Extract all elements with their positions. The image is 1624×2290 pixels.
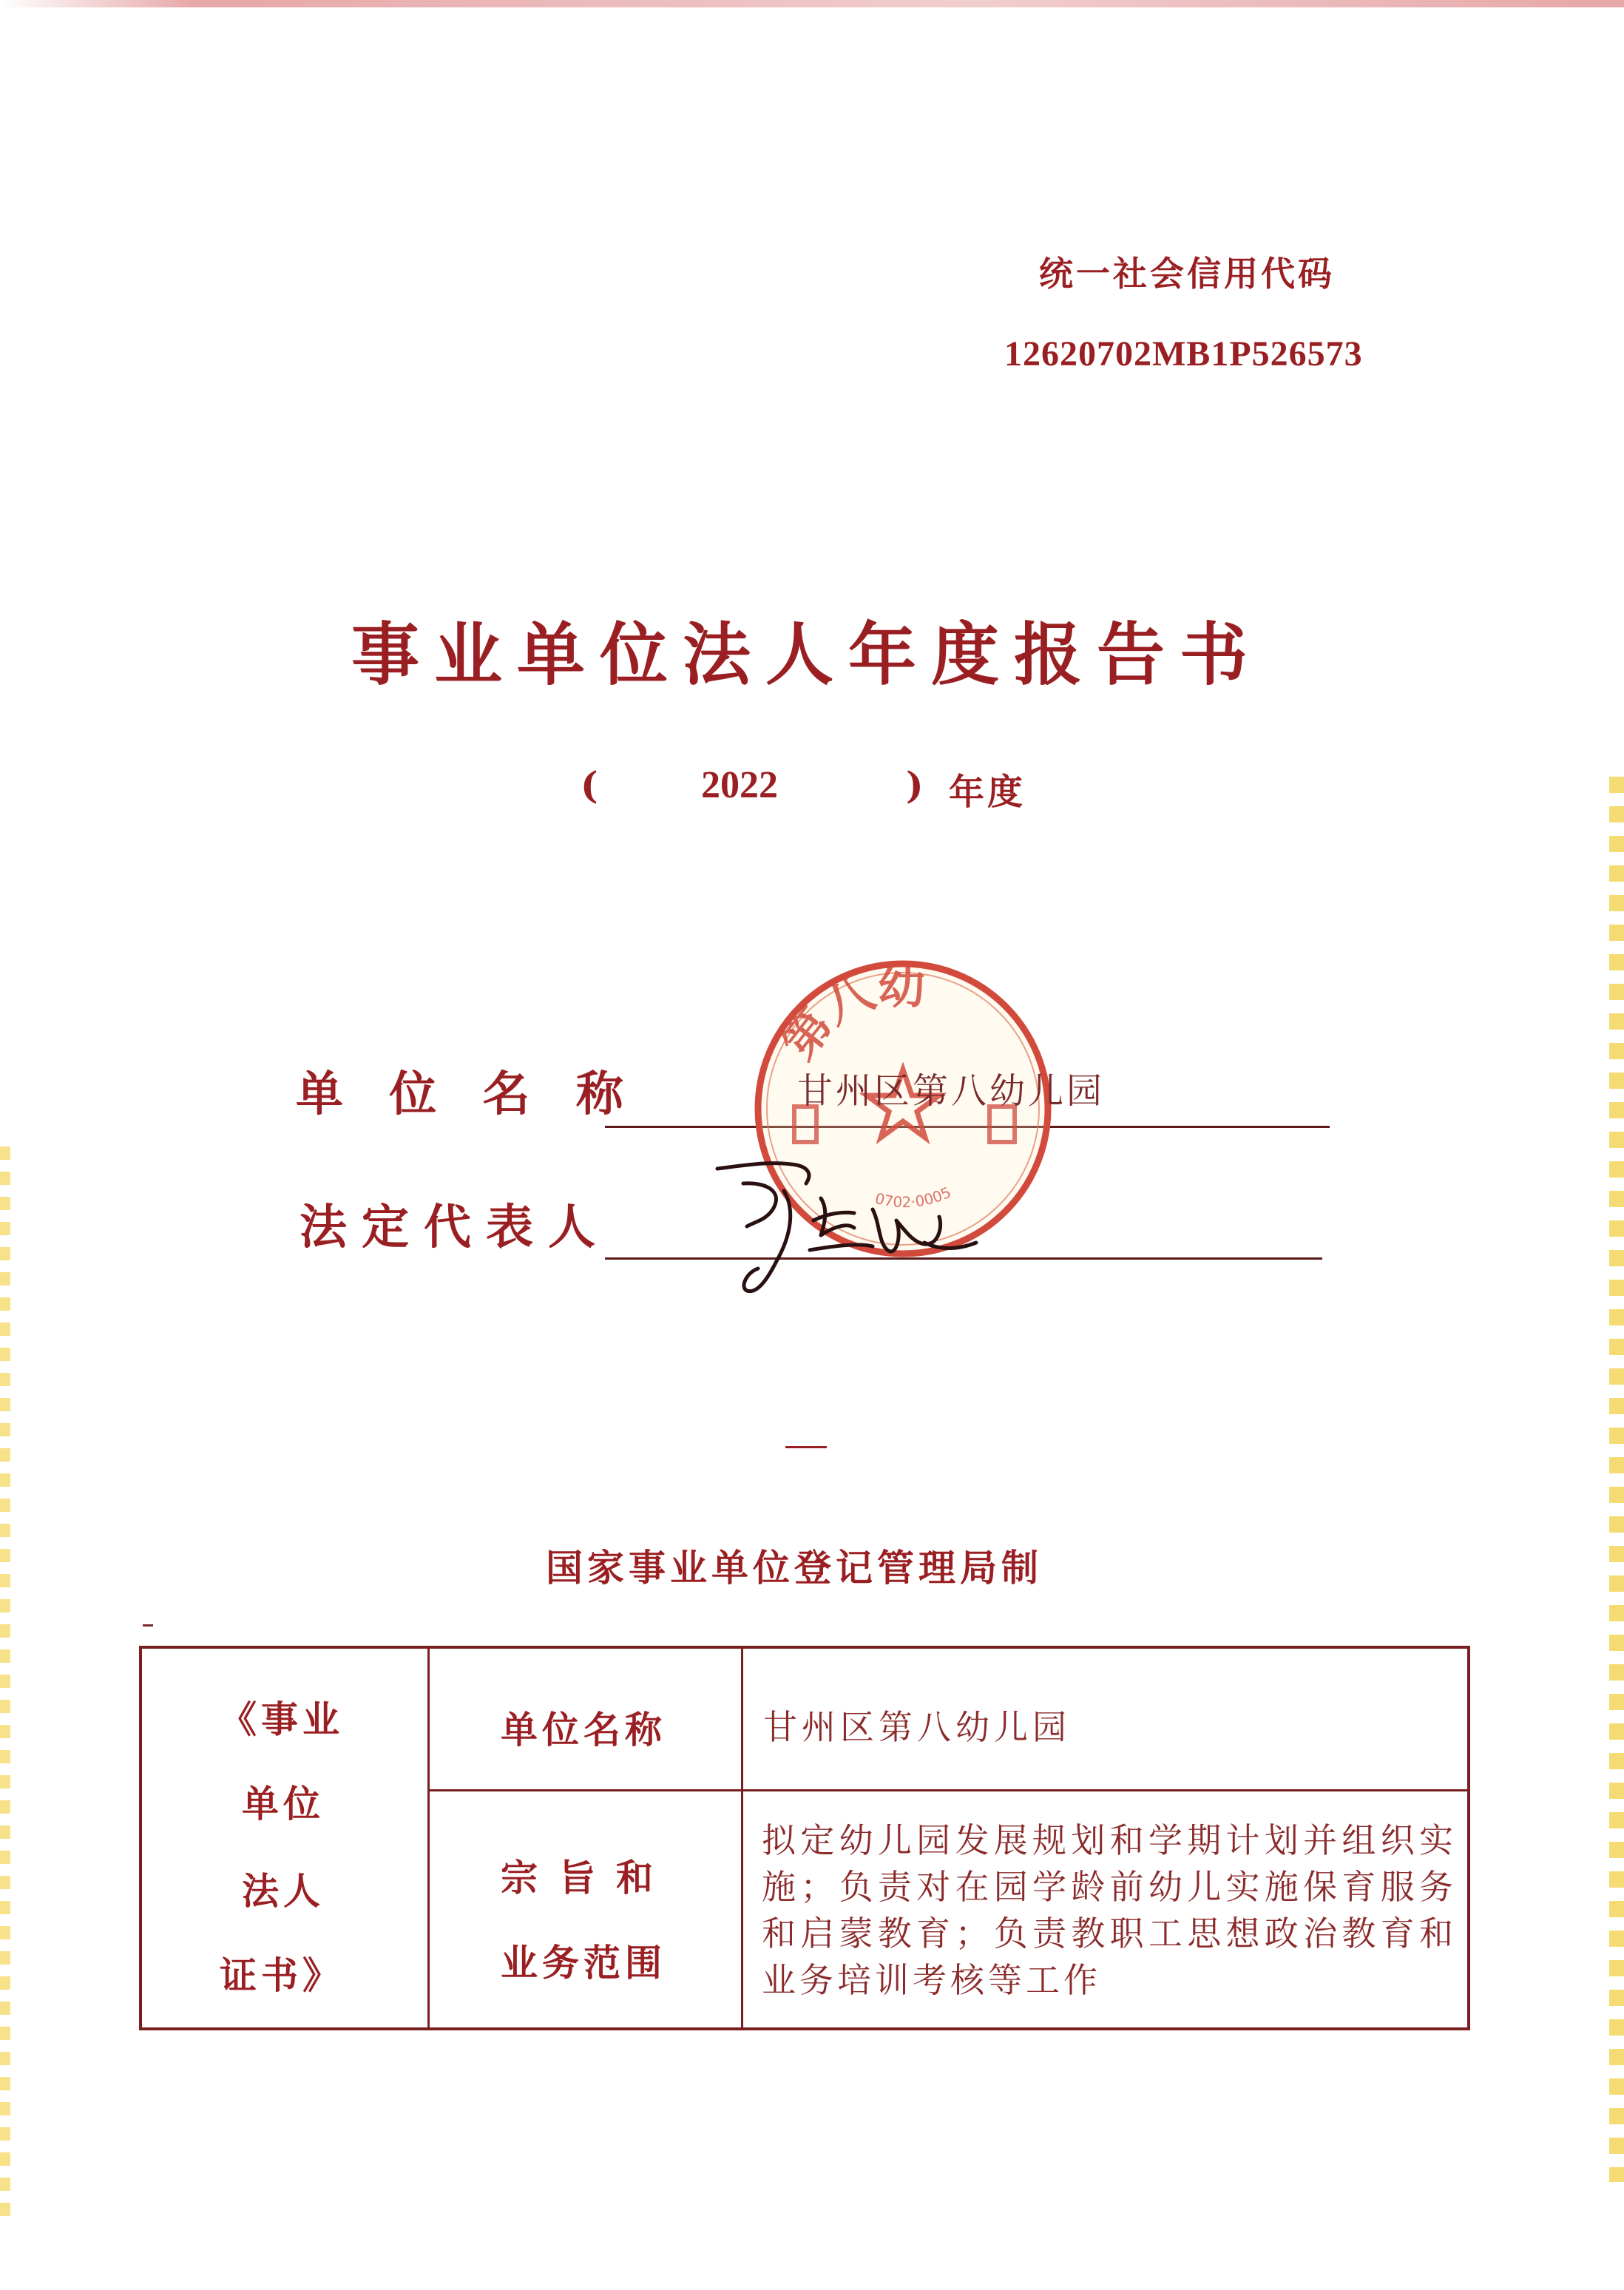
table-scope-label-line2: 业务范围 xyxy=(501,1941,666,1985)
scan-edge-right xyxy=(1609,777,1624,2182)
certificate-side-title xyxy=(142,1649,427,2027)
issuer-line: 国家事业单位登记管理局制 xyxy=(546,1546,1043,1590)
side-title-line: 证书》 xyxy=(220,1953,344,1997)
divider-dash xyxy=(785,1446,827,1448)
legal-rep-signature xyxy=(703,1139,998,1324)
table-scope-label-line1: 宗旨和 xyxy=(501,1856,674,1899)
scan-mark xyxy=(143,1624,153,1627)
legal-rep-label: 法定代表人 xyxy=(300,1200,610,1255)
table-scope-value: 拟定幼儿园发展规划和学期计划并组织实施；负责对在园学龄前幼儿实施保育服务和启蒙教育；负责教职工思想政治教育和业务培训考核等工作 xyxy=(762,1820,1457,2000)
side-title-line: 单位 xyxy=(242,1782,325,1825)
credit-code-value: 12620702MB1P526573 xyxy=(1004,334,1363,374)
side-title-line: 《事业 xyxy=(220,1698,344,1741)
report-year: 2022 xyxy=(701,764,778,806)
table-divider xyxy=(427,1789,1467,1791)
year-suffix: 年度 xyxy=(949,771,1026,813)
scan-edge-top xyxy=(0,0,1624,7)
side-title-line: 法人 xyxy=(242,1869,325,1913)
unit-name-label: 单 位 名 称 xyxy=(296,1067,638,1122)
table-unit-name-value: 甘州区第八幼儿园 xyxy=(763,1707,1071,1747)
year-close-paren: ) xyxy=(906,763,924,807)
scan-edge-left xyxy=(0,1146,10,2219)
credit-code-label: 统一社会信用代码 xyxy=(1039,254,1335,294)
table-divider xyxy=(741,1649,743,2027)
report-title: 事业单位法人年度报告书 xyxy=(351,615,1263,695)
certificate-info-table xyxy=(139,1646,1470,2030)
year-open-paren: ( xyxy=(581,763,598,807)
table-unit-name-label: 单位名称 xyxy=(501,1708,666,1752)
table-divider xyxy=(427,1649,430,2027)
seal-arc-text: 第八幼 xyxy=(771,959,926,1070)
seal-number-text: 0702·0005 xyxy=(873,1183,954,1212)
unit-name-value: 甘州区第八幼儿园 xyxy=(797,1070,1106,1112)
